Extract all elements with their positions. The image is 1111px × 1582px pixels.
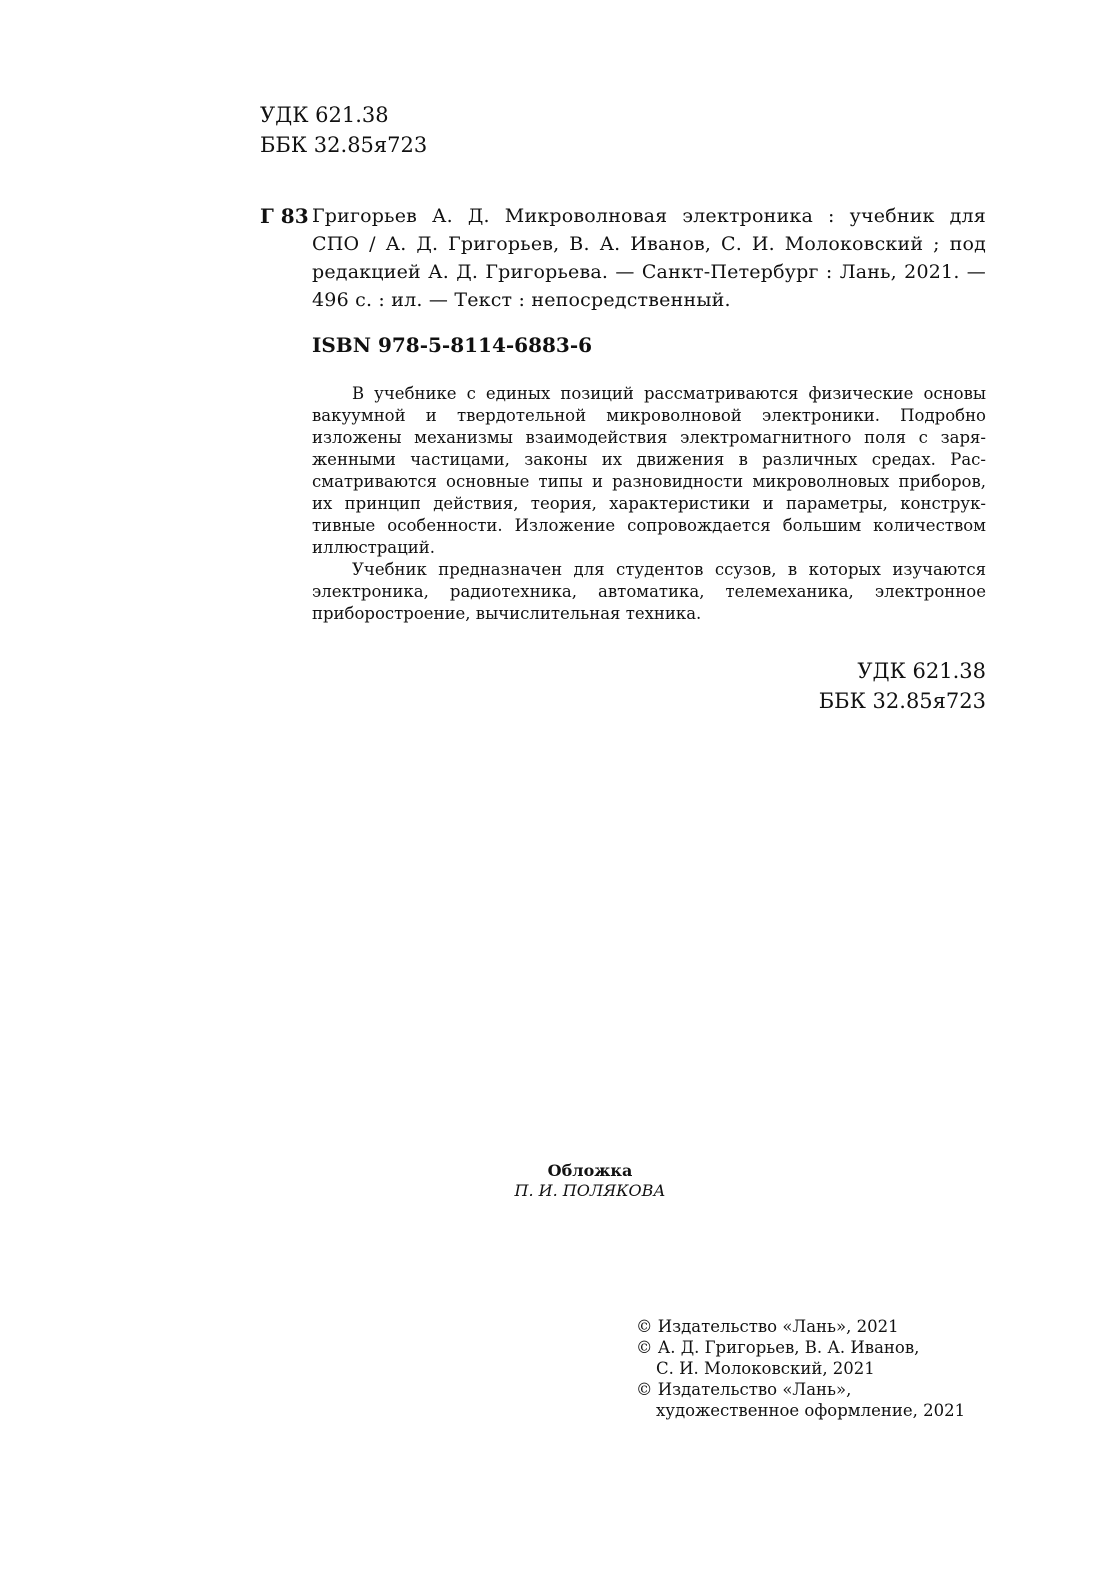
copyright-block — [636, 1316, 965, 1421]
annotation-line: иллюстраций. — [312, 538, 435, 557]
annotation-line: приборостроение, вычислительная техника. — [312, 604, 702, 623]
annotation-line: тивные особенности. Изложение сопровождается большим количеством — [312, 516, 986, 535]
catalog-line: СПО / А. Д. Григорьев, В. А. Иванов, С. И. Молоковский ; под — [312, 233, 986, 255]
annotation-line: женными частицами, законы их движения в различных средах. Рас- — [312, 450, 986, 469]
catalog-description — [312, 202, 986, 314]
catalog-line: 496 с. : ил. — Текст : непосредственный. — [312, 289, 731, 311]
catalog-code: Г 83 — [260, 204, 309, 228]
annotation-line: Учебник предназначен для студентов ссузов, в которых изучаются — [352, 560, 986, 579]
copyright-line: художественное оформление, 2021 — [656, 1401, 966, 1420]
annotation-line: электроника, радиотехника, автоматика, телемеханика, электронное — [312, 582, 986, 601]
annotation-line: вакуумной и твердотельной микроволновой электроники. Подробно — [312, 406, 986, 425]
bbk-code: ББК 32.85я723 — [260, 133, 428, 157]
udk-code: УДК 621.38 — [260, 103, 389, 127]
annotation-line: сматриваются основные типы и разновидности микроволновых приборов, — [312, 472, 986, 491]
cover-label: Обложка — [547, 1161, 633, 1180]
copyright-line: С. И. Молоковский, 2021 — [656, 1359, 875, 1378]
annotation — [312, 383, 986, 625]
cover-designer-name: П. И. ПОЛЯКОВА — [514, 1181, 666, 1200]
udk-code: УДК 621.38 — [857, 659, 986, 683]
bbk-code: ББК 32.85я723 — [818, 689, 986, 713]
cover-credit — [460, 1161, 720, 1201]
copyright-line: © Издательство «Лань», 2021 — [636, 1317, 899, 1336]
classification-top — [260, 100, 427, 160]
annotation-line: изложены механизмы взаимодействия электромагнитного поля с заря- — [312, 428, 986, 447]
copyright-line: © Издательство «Лань», — [636, 1380, 852, 1399]
isbn: ISBN 978-5-8114-6883-6 — [312, 333, 593, 357]
copyright-line: © А. Д. Григорьев, В. А. Иванов, — [636, 1338, 920, 1357]
catalog-line: редакцией А. Д. Григорьева. — Санкт-Петербург : Лань, 2021. — — [312, 261, 986, 283]
classification-bottom — [760, 656, 986, 716]
annotation-line: их принцип действия, теория, характеристики и параметры, конструк- — [312, 494, 986, 513]
annotation-line: В учебнике с единых позиций рассматриваются физические основы — [352, 384, 986, 403]
catalog-line: Григорьев А. Д. Микроволновая электроника : учебник для — [312, 205, 986, 227]
